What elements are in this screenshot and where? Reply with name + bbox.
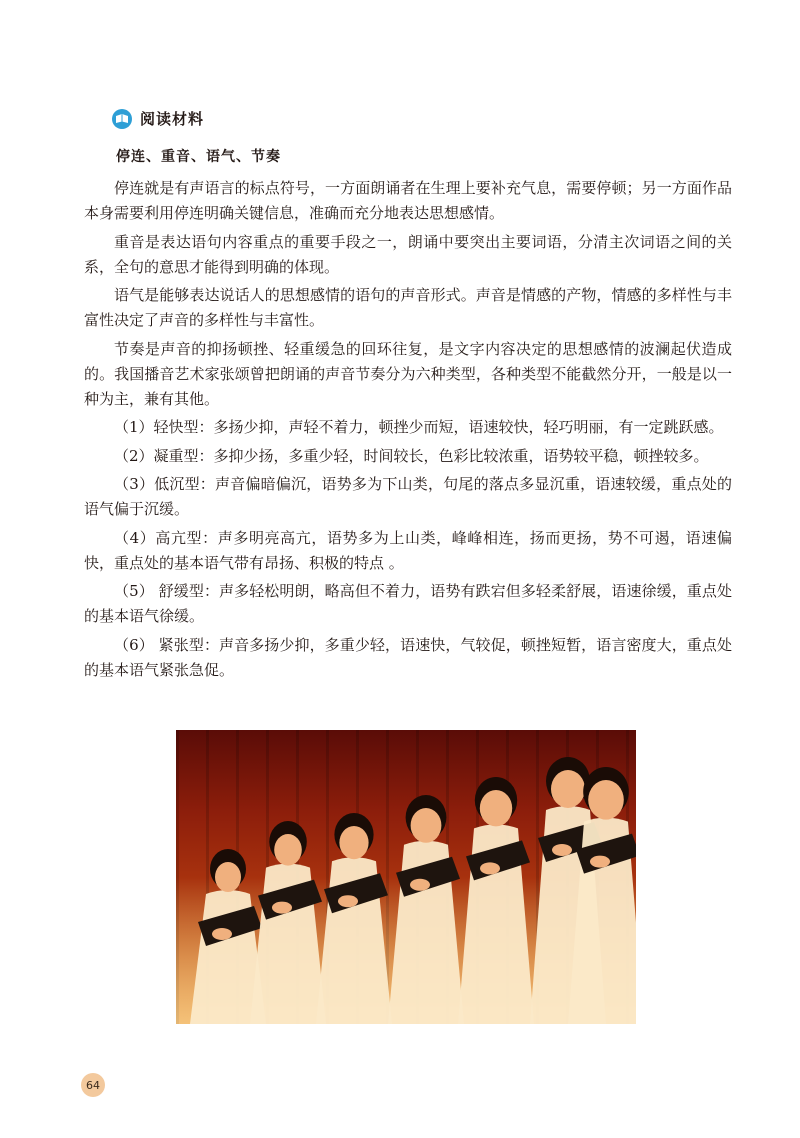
- section-title: 阅读材料: [140, 110, 205, 128]
- list-item: （3）低沉型：声音偏暗偏沉，语势多为下山类，句尾的落点多显沉重，语速较缓，重点处的语气偏于沉缓。: [84, 475, 732, 518]
- singer-hands: [480, 862, 500, 874]
- singer-hands: [338, 895, 358, 907]
- singer-face: [588, 780, 624, 820]
- singer-face: [215, 862, 241, 892]
- singer-face: [480, 790, 512, 826]
- singer-face: [551, 770, 585, 808]
- singer-hands: [212, 928, 232, 940]
- article-body: [84, 176, 732, 686]
- singer-hands: [410, 879, 430, 891]
- list-item: （5） 舒缓型：声多轻松明朗，略高但不着力，语势有跌宕但多轻柔舒展，语速徐缓，重点处的基本语气徐缓。: [84, 582, 732, 625]
- list-item: （4）高亢型：声多明亮高亢，语势多为上山类，峰峰相连，扬而更扬，势不可遏，语速偏快，重点处的基本语气带有昂扬、积极的特点 。: [84, 528, 732, 572]
- list-item: （2）凝重型：多抑少扬，多重少轻，时间较长，色彩比较浓重，语势较平稳，顿挫较多。: [114, 446, 709, 465]
- choir-photo: [176, 730, 636, 1024]
- singer-face: [339, 826, 368, 859]
- singer-hands: [272, 902, 292, 914]
- singer-face: [411, 808, 442, 843]
- singer-hands: [552, 844, 572, 856]
- paragraph: 停连就是有声语言的标点符号，一方面朗诵者在生理上要补充气息，需要停顿；另一方面作品本身需要利用停连明确关键信息，准确而充分地表达思想感情。: [84, 179, 732, 222]
- list-item: （6） 紧张型：声音多扬少抑，多重少轻，语速快，气较促，顿挫短暂，语言密度大，重点处的基本语气紧张急促。: [84, 635, 732, 679]
- paragraph: 重音是表达语句内容重点的重要手段之一，朗诵中要突出主要词语，分清主次词语之间的关系，全句的意思才能得到明确的体现。: [84, 232, 732, 276]
- singer-face: [274, 834, 302, 866]
- article-subtitle: 停连、重音、语气、节奏: [116, 149, 281, 165]
- page-number: 64: [81, 1073, 105, 1097]
- singer-hands: [590, 856, 610, 868]
- paragraph: 语气是能够表达说话人的思想感情的语句的声音形式。声音是情感的产物，情感的多样性与丰富性决定了声音的多样性与丰富性。: [84, 286, 732, 329]
- reading-material-icon: [112, 109, 132, 129]
- paragraph: 节奏是声音的抑扬顿挫、轻重缓急的回环往复，是文字内容决定的思想感情的波澜起伏造成的。我国播音艺术家张颂曾把朗诵的声音节奏分为六种类型，各种类型不能截然分开，一般是以一种为主，兼有其他。: [84, 339, 732, 408]
- section-heading: [112, 108, 204, 129]
- choir-singers: [176, 730, 636, 1024]
- list-item: （1）轻快型：多扬少抑，声轻不着力，顿挫少而短，语速较快，轻巧明丽，有一定跳跃感。: [114, 418, 724, 436]
